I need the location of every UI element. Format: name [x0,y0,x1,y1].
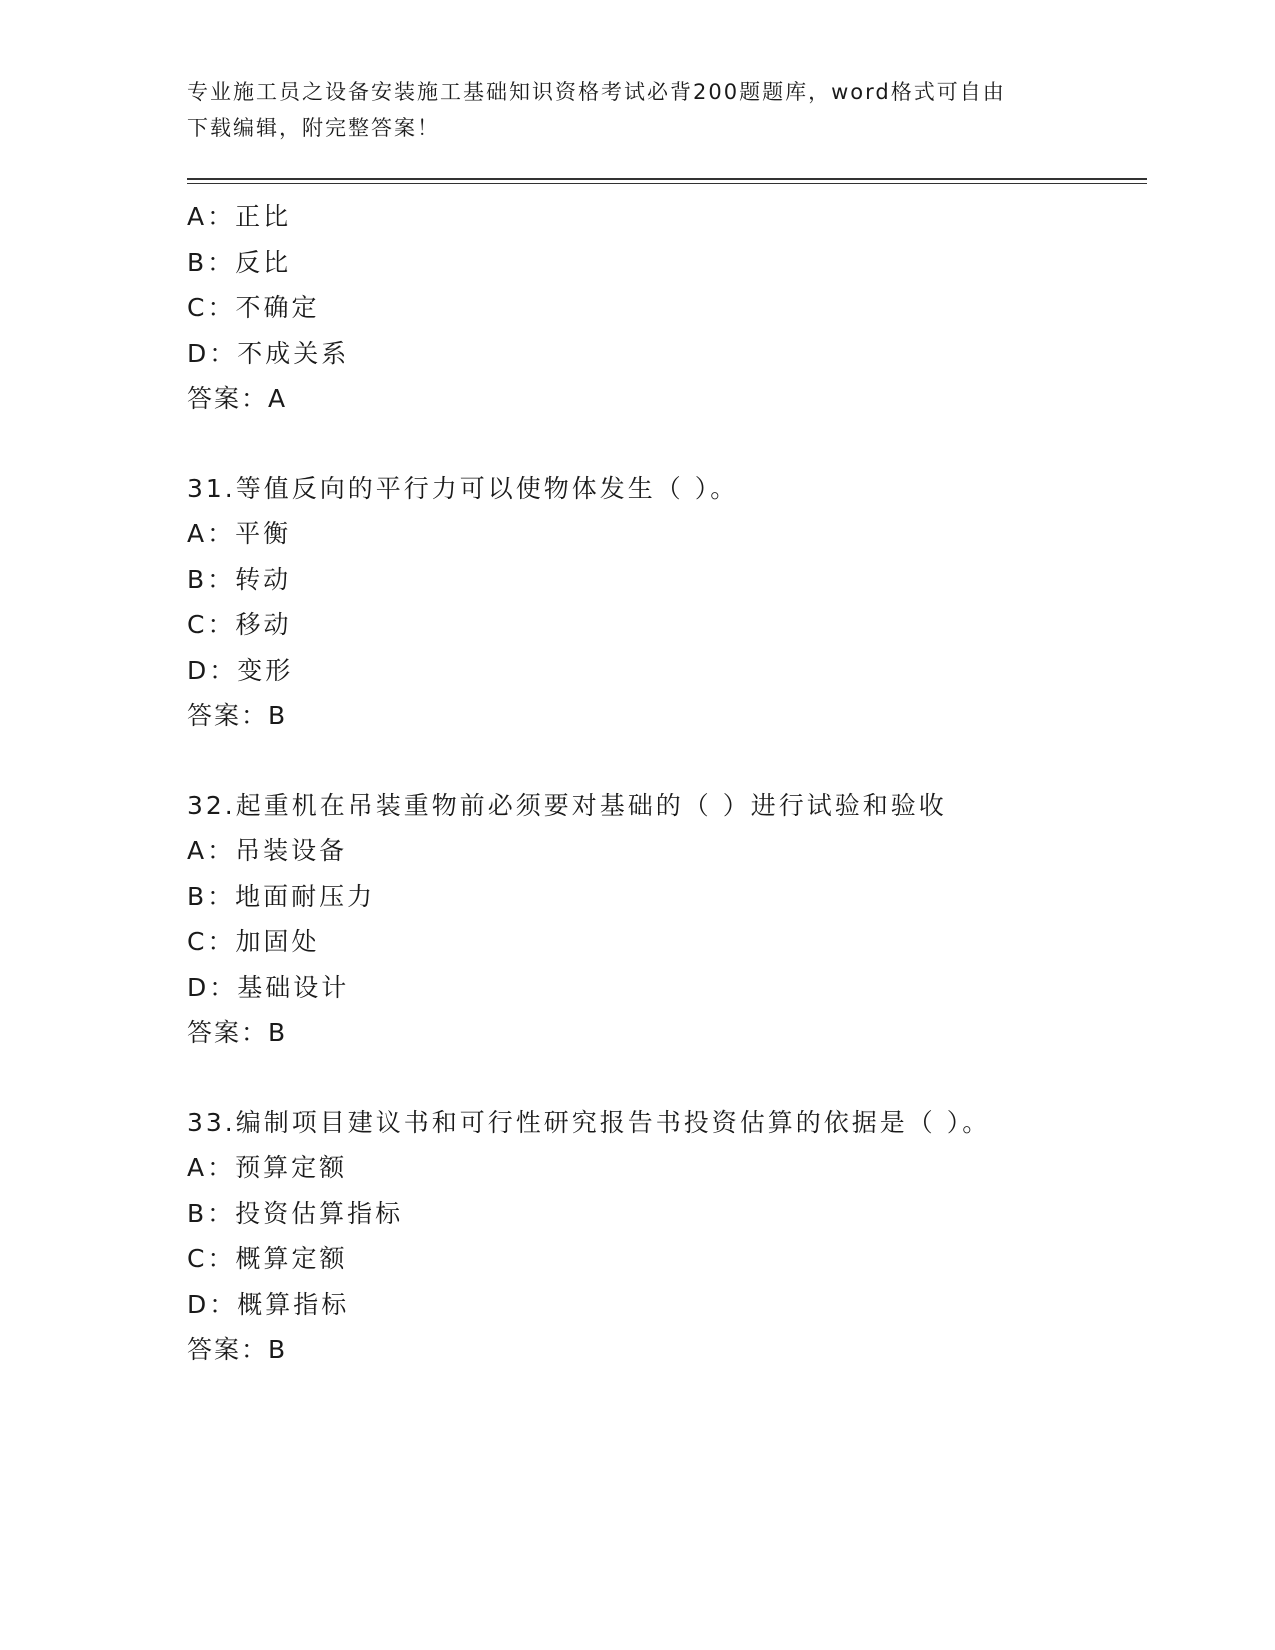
header-title-line-2: 下载编辑，附完整答案！ [187,116,440,140]
option-c: C：加固处 [187,927,320,956]
question-block-32 [187,783,1147,1056]
option-d: D：基础设计 [187,972,350,1002]
option-d: D：不成关系 [187,338,350,368]
question-block-33 [187,1100,1147,1373]
option-a: A：平衡 [187,519,292,548]
option-b: B：投资估算指标 [187,1198,404,1228]
question-text: 31.等值反向的平行力可以使物体发生（ ）。 [187,473,739,503]
answer-line: 答案：B [187,1018,288,1047]
answer-line: 答案：B [187,1335,288,1364]
question-text: 33.编制项目建议书和可行性研究报告书投资估算的依据是（ ）。 [187,1107,991,1137]
question-block-30 [187,194,1147,422]
option-c: C：不确定 [187,293,320,322]
header-title-line-1: 专业施工员之设备安装施工基础知识资格考试必背200题题库，word格式可自由 [187,80,1006,104]
option-a: A：吊装设备 [187,836,348,865]
answer-line: 答案：A [187,384,288,413]
option-d: D：变形 [187,655,294,685]
question-block-31 [187,466,1147,739]
option-d: D：概算指标 [187,1289,350,1319]
question-text: 32.起重机在吊装重物前必须要对基础的（ ）进行试验和验收 [187,790,947,820]
header-divider-thick [187,178,1147,180]
header-divider-thin [187,183,1147,184]
option-b: B：转动 [187,564,292,594]
option-b: B：反比 [187,247,292,277]
option-b: B：地面耐压力 [187,881,376,911]
question-list [187,194,1147,1373]
option-c: C：概算定额 [187,1244,348,1273]
option-a: A：预算定额 [187,1153,348,1182]
option-c: C：移动 [187,610,292,639]
document-header [187,74,1067,146]
answer-line: 答案：B [187,701,288,730]
option-a: A：正比 [187,202,292,231]
